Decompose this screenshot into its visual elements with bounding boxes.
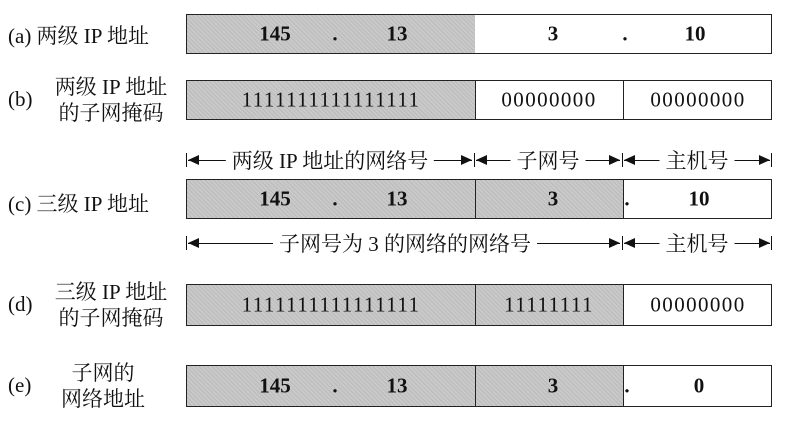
- row-a-network-field: [187, 15, 475, 53]
- arrow2-host-label: 主机号: [660, 228, 735, 258]
- row-d-divider-2: [623, 285, 624, 325]
- row-b-host-bits: 00000000: [650, 87, 746, 112]
- row-b-subnet-bits: 00000000: [501, 87, 597, 112]
- row-d-divider-1: [475, 285, 476, 325]
- row-c-octet-2: 13: [386, 186, 408, 211]
- arrow2-tick-left: [186, 236, 187, 250]
- row-c-dot-2: .: [624, 186, 630, 211]
- row-c-host-octet: 10: [688, 186, 710, 211]
- row-d-mask-box: [186, 284, 772, 326]
- row-a-dot-1: .: [332, 21, 338, 46]
- row-e-label-line2: 网络地址: [61, 387, 145, 411]
- arrow1-tick-mid2: [622, 153, 623, 167]
- arrow2-tick-right: [771, 236, 772, 250]
- arrow1-subnet-label: 子网号: [511, 145, 586, 175]
- arrow2-host-head-left: [624, 238, 635, 248]
- arrow2-network-head-left: [188, 238, 199, 248]
- arrow2-network-label: 子网号为 3 的网络的网络号: [273, 228, 537, 258]
- arrow2-host-head-right: [759, 238, 770, 248]
- arrow1-subnet-head-left: [476, 155, 487, 165]
- row-b-mask-box: [186, 80, 772, 120]
- row-e-label-line1: 子网的: [71, 361, 135, 385]
- row-a-octet-2: 13: [386, 21, 408, 46]
- row-d-network-bits: 1111111111111111: [241, 292, 421, 317]
- row-d-label-line1: 三级 IP 地址: [54, 280, 168, 304]
- row-d-subnet-bits: 11111111: [504, 292, 594, 317]
- arrow2-network-head-right: [609, 238, 620, 248]
- row-b-label-line2: 的子网掩码: [58, 101, 164, 125]
- arrow1-tick-mid1: [474, 153, 475, 167]
- arrow1-tick-left: [186, 153, 187, 167]
- row-c-octet-1: 145: [259, 186, 291, 211]
- row-e-dot-2: .: [624, 373, 630, 398]
- row-d-marker: (d): [8, 292, 33, 316]
- row-c-divider-1: [475, 180, 476, 218]
- row-b-marker: (b): [8, 87, 33, 111]
- row-b-divider-2: [623, 81, 624, 119]
- row-e-marker: (e): [8, 373, 32, 397]
- row-d-host-bits: 00000000: [650, 292, 746, 317]
- row-b-divider-1: [475, 81, 476, 119]
- row-c-dot-1: .: [332, 186, 338, 211]
- arrow1-network-head-right: [461, 155, 472, 165]
- row-e-octet-1: 145: [259, 373, 291, 398]
- arrow1-tick-right: [771, 153, 772, 167]
- row-e-host-octet: 0: [693, 373, 705, 398]
- arrow2-tick-mid: [622, 236, 623, 250]
- arrow1-network-label: 两级 IP 地址的网络号: [226, 145, 434, 175]
- arrow1-host-label: 主机号: [660, 145, 735, 175]
- row-e-address-box: [186, 365, 772, 407]
- row-a-label: (a) 两级 IP 地址: [8, 24, 149, 48]
- row-e-dot-1: .: [332, 373, 338, 398]
- row-e-octet-2: 13: [386, 373, 408, 398]
- row-b-label-line1: 两级 IP 地址: [54, 75, 168, 99]
- row-a-octet-1: 145: [259, 21, 291, 46]
- row-e-divider-1: [475, 366, 476, 406]
- arrow1-host-head-right: [759, 155, 770, 165]
- row-d-label-line2: 的子网掩码: [58, 306, 164, 330]
- row-a-host-octet: 10: [684, 21, 706, 46]
- row-a-subnet-octet: 3: [547, 21, 559, 46]
- arrow1-subnet-head-right: [609, 155, 620, 165]
- row-a-address-box: [186, 14, 772, 54]
- row-c-subnet-octet: 3: [547, 186, 559, 211]
- row-c-address-box: [186, 179, 772, 219]
- arrow1-host-head-left: [624, 155, 635, 165]
- arrow1-network-head-left: [188, 155, 199, 165]
- row-b-network-bits: 1111111111111111: [241, 87, 421, 112]
- row-e-subnet-octet: 3: [547, 373, 559, 398]
- row-a-dot-2: .: [622, 21, 628, 46]
- row-c-label: (c) 三级 IP 地址: [8, 192, 149, 216]
